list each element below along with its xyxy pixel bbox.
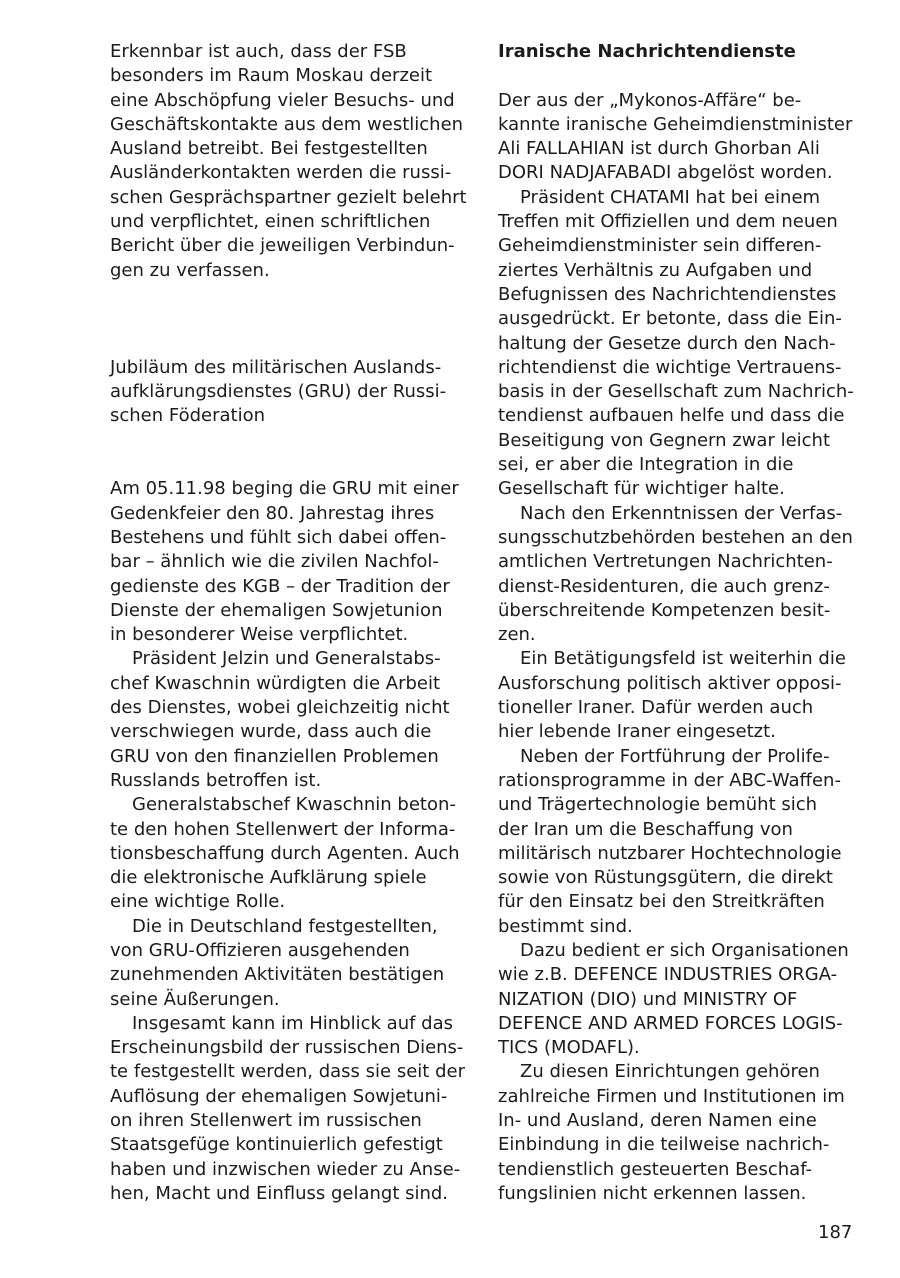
text-line: dienst-Residenturen, die auch grenz- (498, 575, 830, 597)
paragraph (110, 477, 462, 647)
text-line: und Trägertechnologie bemüht sich (498, 794, 818, 816)
text-line: Geschäftskontakte aus dem westlichen (110, 113, 464, 135)
text-line: Staatsgefüge kontinuierlich gefestigt (110, 1134, 443, 1156)
right-column (498, 40, 852, 1206)
text-line: seine Äußerungen. (110, 988, 280, 1010)
text-line: richtendienst die wichtige Vertrauens- (498, 356, 842, 378)
section-heading-gru (110, 356, 462, 429)
text-line: fungslinien nicht erkennen lassen. (498, 1182, 807, 1204)
paragraph (498, 89, 852, 186)
text-line: gedienste des KGB – der Tradition der (110, 575, 450, 597)
text-line: DORI NADJAFABADI abgelöst worden. (498, 162, 833, 184)
paragraph (110, 647, 462, 793)
paragraph (498, 745, 852, 939)
text-line: Dazu bedient er sich Organisationen (520, 939, 849, 961)
paragraph (110, 40, 467, 283)
text-line: und verpflichtet, einen schriftlichen (110, 211, 431, 233)
paragraph (110, 1012, 465, 1206)
paragraph (110, 793, 462, 914)
text-line: tendienst aufbauen helfe und dass die (498, 405, 845, 427)
text-line: Präsident CHATAMI hat bei einem (520, 186, 821, 208)
text-line: überschreitende Kompetenzen besit- (498, 599, 831, 621)
text-line: Ali FALLAHIAN ist durch Ghorban Ali (498, 138, 820, 160)
text-line: TICS (MODAFL). (498, 1037, 640, 1059)
text-line: Erkennbar ist auch, dass der FSB (110, 41, 407, 62)
left-column (110, 40, 467, 1206)
paragraph (498, 939, 852, 1060)
text-line: Erscheinungsbild der russischen Diens- (110, 1037, 464, 1059)
paragraph (498, 647, 852, 744)
text-line: Nach den Erkenntnissen der Verfas- (520, 502, 843, 524)
text-line: Russlands betroffen ist. (110, 769, 322, 791)
text-line: sei, er aber die Integration in die (498, 454, 794, 476)
text-line: rationsprogramme in der ABC-Waffen- (498, 769, 841, 791)
page-number: 187 (818, 1222, 853, 1243)
text-line: hen, Macht und Einfluss gelangt sind. (110, 1182, 449, 1204)
text-line: Beseitigung von Gegnern zwar leicht (498, 429, 831, 451)
text-line: Auflösung der ehemaligen Sowjetuni- (110, 1085, 448, 1107)
text-line: Treffen mit Offiziellen und dem neuen (498, 211, 838, 233)
text-line: von GRU-Offizieren ausgehenden (110, 939, 410, 961)
text-line: Einbindung in die teilweise nachrich- (498, 1134, 830, 1156)
text-line: tionsbeschaffung durch Agenten. Auch (110, 842, 460, 864)
text-line: te festgestellt werden, dass sie seit der (110, 1061, 465, 1083)
paragraph (498, 502, 852, 648)
text-line: sowie von Rüstungsgütern, die direkt (498, 867, 833, 889)
text-line: Befugnissen des Nachrichtendienstes (498, 283, 837, 305)
section-heading-iran: Iranische Nachrichtendienste (498, 41, 796, 62)
text-line: Am 05.11.98 beging die GRU mit einer (110, 478, 459, 500)
text-line: Dienste der ehemaligen Sowjetunion (110, 599, 443, 621)
paragraph (110, 915, 462, 1012)
text-line: on ihren Stellenwert im russischen (110, 1110, 422, 1132)
text-line: bar – ähnlich wie die zivilen Nachfol- (110, 551, 439, 573)
text-line: Geheimdienstminister sein differen- (498, 235, 822, 257)
text-line: basis in der Gesellschaft zum Nachrich- (498, 381, 854, 403)
text-line: sungsschutzbehörden bestehen an den (498, 526, 853, 548)
text-line: verschwiegen wurde, dass auch die (110, 721, 432, 743)
text-line: Ausland betreibt. Bei festgestellten (110, 138, 428, 160)
text-line: gen zu verfassen. (110, 259, 270, 281)
text-line: Gesellschaft für wichtiger halte. (498, 478, 785, 500)
text-line: Ausländerkontakten werden die russi- (110, 162, 452, 184)
text-line: eine wichtige Rolle. (110, 891, 286, 913)
text-line: Der aus der „Mykonos-Affäre“ be- (498, 89, 802, 111)
paragraph (498, 186, 852, 502)
text-line: zunehmenden Aktivitäten bestätigen (110, 964, 445, 986)
text-line: in besonderer Weise verpflichtet. (110, 624, 409, 646)
text-line: Zu diesen Einrichtungen gehören (520, 1061, 820, 1083)
text-line: amtlichen Vertretungen Nachrichten- (498, 551, 833, 573)
text-line: haltung der Gesetze durch den Nach- (498, 332, 836, 354)
text-line: wie z.B. DEFENCE INDUSTRIES ORGA- (498, 964, 838, 986)
text-line: chef Kwaschnin würdigten die Arbeit (110, 672, 441, 694)
text-line: In- und Ausland, deren Namen eine (498, 1110, 817, 1132)
text-line: tioneller Iraner. Dafür werden auch (498, 697, 814, 719)
text-line: kannte iranische Geheimdienstminister (498, 113, 853, 135)
text-line: Präsident Jelzin und Generalstabs- (132, 648, 441, 670)
text-line: Bericht über die jeweiligen Verbindun- (110, 235, 455, 257)
text-line: eine Abschöpfung vieler Besuchs- und (110, 89, 455, 111)
text-line: DEFENCE AND ARMED FORCES LOGIS- (498, 1012, 843, 1034)
text-line: besonders im Raum Moskau derzeit (110, 65, 433, 87)
text-line: der Iran um die Beschaffung von (498, 818, 793, 840)
text-line: Neben der Fortführung der Prolife- (520, 745, 830, 767)
text-line: ziertes Verhältnis zu Aufgaben und (498, 259, 813, 281)
text-line: haben und inzwischen wieder zu Anse- (110, 1158, 461, 1180)
text-line: des Dienstes, wobei gleichzeitig nicht (110, 697, 450, 719)
text-line: Gedenkfeier den 80. Jahrestag ihres (110, 502, 435, 524)
text-line: zen. (498, 624, 536, 646)
text-line: zahlreiche Firmen und Institutionen im (498, 1085, 845, 1107)
text-line: Generalstabschef Kwaschnin beton- (132, 794, 456, 816)
text-line: Bestehens und fühlt sich dabei offen- (110, 526, 447, 548)
text-line: GRU von den finanziellen Problemen (110, 745, 439, 767)
text-line: Ein Betätigungsfeld ist weiterhin die (520, 648, 846, 670)
text-line: ausgedrückt. Er betonte, dass die Ein- (498, 308, 842, 330)
heading-line: aufklärungsdienstes (GRU) der Russi- (110, 381, 447, 403)
text-line: hier lebende Iraner eingesetzt. (498, 721, 776, 743)
text-line: Die in Deutschland festgestellten, (132, 915, 438, 937)
text-line: Insgesamt kann im Hinblick auf das (132, 1012, 453, 1034)
text-line: Ausforschung politisch aktiver opposi- (498, 672, 842, 694)
paragraph (498, 1060, 852, 1206)
text-line: die elektronische Aufklärung spiele (110, 867, 427, 889)
text-line: NIZATION (DIO) und MINISTRY OF (498, 988, 798, 1010)
text-line: schen Gesprächspartner gezielt belehrt (110, 186, 467, 208)
text-line: für den Einsatz bei den Streitkräften (498, 891, 825, 913)
text-line: militärisch nutzbarer Hochtechnologie (498, 842, 842, 864)
heading-line: schen Föderation (110, 405, 266, 427)
text-line: tendienstlich gesteuerten Beschaf- (498, 1158, 813, 1180)
text-line: te den hohen Stellenwert der Informa- (110, 818, 456, 840)
text-line: bestimmt sind. (498, 915, 633, 937)
heading-line: Jubiläum des militärischen Auslands- (110, 356, 442, 378)
